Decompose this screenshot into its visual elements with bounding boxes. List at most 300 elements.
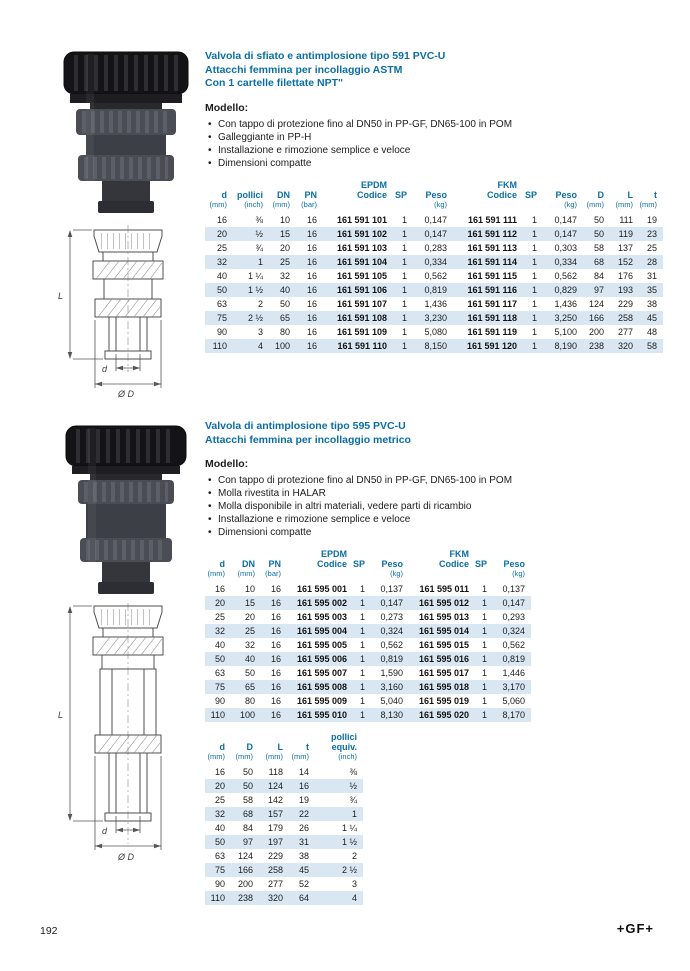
table-cell: 52: [298, 879, 309, 889]
table-cell: 1: [481, 612, 487, 622]
table-row: [205, 311, 663, 325]
feature-item: • Dimensioni compatte: [205, 526, 663, 539]
table-cell: 45: [639, 311, 663, 325]
table-cell: 1: [475, 596, 493, 610]
page-number: 192: [40, 925, 58, 937]
table-cell: 1: [475, 680, 493, 694]
table-cell: 58: [242, 795, 253, 805]
table-cell: 1: [481, 668, 487, 678]
table-cell: 1: [481, 640, 487, 650]
feature-item: • Installazione e rimozione semplice e veloce: [205, 144, 663, 157]
table-cell: 0,334: [413, 255, 453, 269]
spec-table-595: [205, 549, 531, 722]
table-cell: 137: [617, 242, 633, 253]
column-header: Peso (kg): [555, 189, 577, 209]
table-cell: 84: [242, 823, 253, 833]
column-header: pollici equiv. (inch): [330, 732, 357, 761]
table-cell: 2: [351, 851, 357, 861]
table-row: [205, 213, 663, 227]
table-cell: 58: [639, 339, 663, 353]
table-cell: 26: [298, 823, 309, 833]
table-row: [205, 624, 531, 638]
feature-item: • Installazione e rimozione semplice e veloce: [205, 513, 663, 526]
column-header: t (mm): [291, 742, 309, 761]
section-title-line: Attacchi femmina per incollaggio metrico: [205, 433, 411, 446]
table-cell: 1: [359, 696, 365, 706]
table-cell: 1: [359, 668, 365, 678]
table-cell: 50: [583, 227, 610, 241]
table-cell: 1: [523, 339, 543, 353]
table-cell: 31: [289, 835, 315, 849]
table-cell: 40: [214, 640, 225, 650]
table-cell: 1: [359, 584, 365, 594]
table-cell: 50: [593, 214, 604, 225]
table-cell: 16: [296, 339, 323, 353]
table-cell: 3,170: [493, 680, 531, 694]
table-cell: 35: [639, 283, 663, 297]
table-cell: 161 591 104: [323, 255, 393, 269]
table-cell: 63: [214, 668, 225, 678]
section-title-line: Con 1 cartelle filettate NPT": [205, 77, 344, 89]
table-cell: 32: [205, 255, 233, 269]
table-cell: 97: [231, 835, 259, 849]
table-cell: 161 595 006: [287, 652, 353, 666]
table-cell: 16: [306, 242, 317, 253]
table-cell: 58: [593, 242, 604, 253]
table-cell: 80: [279, 326, 290, 337]
column-header: Peso (kg): [425, 189, 447, 209]
table-cell: 28: [639, 255, 663, 269]
table-cell: 1: [401, 242, 407, 253]
table-cell: 1: [353, 652, 371, 666]
table-cell: 161 595 015: [418, 640, 469, 650]
column-header: D (mm): [586, 189, 604, 209]
feature-item: • Molla disponibile in altri materiali, vedere parti di ricambio: [205, 500, 663, 513]
table-cell: 1: [401, 270, 407, 281]
table-row: [205, 241, 663, 255]
header-row: [205, 549, 531, 582]
table-row: [205, 610, 531, 624]
table-cell: 0,137: [502, 584, 525, 594]
model-label: Modello:: [205, 458, 249, 470]
table-cell: 161 595 012: [409, 596, 475, 610]
dimension-label-L: L: [58, 291, 64, 301]
valve-drawing-595: [46, 600, 196, 872]
table-cell: 1 ½: [315, 835, 363, 849]
table-cell: 75: [205, 680, 231, 694]
table-cell: 1: [531, 270, 537, 281]
table-cell: 0,819: [493, 652, 531, 666]
table-cell: 100: [231, 708, 261, 722]
table-cell: 110: [205, 708, 231, 722]
table-cell: 5,080: [424, 326, 447, 337]
table-row: [205, 863, 363, 877]
table-cell: 1 ¼: [247, 270, 263, 281]
table-cell: 1: [481, 584, 487, 594]
table-cell: 16: [289, 779, 315, 793]
table-cell: 22: [289, 807, 315, 821]
table-cell: 16: [270, 640, 281, 650]
column-header: D (mm): [235, 742, 253, 761]
table-cell: 161 595 008: [287, 680, 353, 694]
table-row: [205, 694, 531, 708]
table-cell: 14: [298, 767, 309, 777]
table-cell: 40: [231, 652, 261, 666]
table-cell: 16: [296, 227, 323, 241]
table-cell: 161 595 018: [409, 680, 475, 694]
table-cell: 38: [646, 298, 657, 309]
table-cell: 0,147: [493, 596, 531, 610]
table-cell: 258: [259, 863, 289, 877]
table-cell: 277: [617, 326, 633, 337]
column-header: SP: [394, 189, 407, 200]
dimension-label-d: d: [102, 826, 108, 836]
column-header: PN (bar): [265, 559, 281, 578]
gf-logo: +GF+: [616, 921, 654, 936]
table-cell: 50: [242, 767, 253, 777]
table-cell: 5,060: [502, 696, 525, 706]
table-cell: 50: [205, 283, 233, 297]
table-cell: 124: [237, 851, 253, 861]
table-cell: 0,324: [493, 624, 531, 638]
table-cell: 8,130: [371, 708, 409, 722]
table-cell: 3: [257, 326, 263, 337]
table-cell: 161 591 111: [467, 214, 517, 225]
table-cell: 161 595 016: [409, 652, 475, 666]
table-cell: 161 591 102: [323, 227, 393, 241]
table-cell: 20: [205, 227, 233, 241]
table-cell: 161 595 010: [287, 708, 353, 722]
table-cell: 1: [353, 624, 371, 638]
table-cell: 5,100: [554, 326, 577, 337]
table-cell: 119: [610, 227, 639, 241]
table-cell: 152: [610, 255, 639, 269]
table-cell: 50: [244, 668, 255, 678]
table-cell: 25: [646, 242, 657, 253]
table-cell: 0,562: [554, 270, 577, 281]
table-cell: 23: [639, 227, 663, 241]
table-cell: 1: [359, 640, 365, 650]
table-cell: 0,137: [380, 584, 403, 594]
table-cell: 15: [231, 596, 261, 610]
table-cell: 1: [393, 339, 413, 353]
table-cell: 16: [216, 214, 227, 225]
table-cell: 161 595 014: [409, 624, 475, 638]
table-cell: 1: [481, 696, 487, 706]
table-cell: 1: [393, 227, 413, 241]
column-header: EPDM Codice: [356, 179, 387, 200]
table-cell: 16: [214, 767, 225, 777]
feature-item: • Dimensioni compatte: [205, 157, 663, 170]
table-cell: 16: [261, 596, 287, 610]
table-cell: 1: [475, 652, 493, 666]
column-header: SP: [524, 189, 537, 200]
table-cell: 65: [269, 311, 296, 325]
table-cell: 161 591 115: [467, 270, 517, 281]
table-cell: 179: [267, 823, 283, 833]
table-row: [205, 821, 363, 835]
table-cell: 20: [205, 779, 231, 793]
table-cell: 0,334: [543, 255, 583, 269]
table-cell: 1: [393, 255, 413, 269]
table-cell: 16: [261, 708, 287, 722]
dimension-label-D: Ø D: [118, 852, 135, 862]
feature-list-591: [205, 118, 663, 170]
table-cell: 10: [279, 214, 290, 225]
table-cell: 16: [306, 270, 317, 281]
table-cell: 111: [619, 214, 633, 225]
table-cell: 229: [267, 851, 283, 861]
table-cell: 19: [298, 795, 309, 805]
table-cell: 0,147: [371, 596, 409, 610]
column-header: FKM Codice: [486, 179, 517, 200]
table-cell: 197: [259, 835, 289, 849]
table-cell: 200: [588, 326, 604, 337]
column-header: d (mm): [209, 189, 227, 209]
table-cell: 161 595 011: [419, 584, 469, 594]
table-cell: 1: [401, 298, 407, 309]
table-cell: 16: [306, 326, 317, 337]
table-cell: 1: [401, 326, 407, 337]
table-cell: 0,562: [380, 640, 403, 650]
table-cell: 0,147: [554, 214, 577, 225]
table-cell: 1: [353, 708, 371, 722]
table-cell: 161 595 019: [418, 696, 469, 706]
table-cell: 0,303: [554, 242, 577, 253]
table-row: [205, 849, 363, 863]
feature-item: • Con tappo di protezione fino al DN50 in PP-GF, DN65-100 in POM: [205, 474, 663, 487]
table-cell: 238: [583, 339, 610, 353]
table-cell: 0,147: [543, 227, 583, 241]
table-cell: 68: [231, 807, 259, 821]
table-cell: 64: [289, 891, 315, 905]
table-cell: 0,819: [371, 652, 409, 666]
table-cell: 161 595 004: [287, 624, 353, 638]
table-cell: 38: [298, 851, 309, 861]
table-cell: 32: [244, 640, 255, 650]
table-cell: 229: [617, 298, 633, 309]
feature-list-595: [205, 474, 663, 539]
table-cell: 75: [205, 863, 231, 877]
table-cell: 16: [261, 624, 287, 638]
table-cell: ¾: [255, 242, 263, 253]
table-cell: 63: [214, 851, 225, 861]
table-cell: 16: [296, 311, 323, 325]
dimension-table-595: [205, 732, 363, 905]
table-cell: 1: [531, 242, 537, 253]
table-cell: 40: [216, 270, 227, 281]
table-cell: 0,283: [424, 242, 447, 253]
table-cell: 45: [289, 863, 315, 877]
table-cell: 50: [205, 835, 231, 849]
table-cell: 16: [296, 283, 323, 297]
table-cell: 16: [270, 584, 281, 594]
table-row: [205, 891, 363, 905]
table-cell: 0,829: [543, 283, 583, 297]
table-cell: 161 591 118: [453, 311, 523, 325]
valve-photo-591: [56, 50, 196, 218]
table-cell: 16: [261, 680, 287, 694]
table-cell: 20: [279, 242, 290, 253]
table-cell: 4: [315, 891, 363, 905]
table-cell: 32: [279, 270, 290, 281]
table-cell: 258: [610, 311, 639, 325]
table-cell: 0,293: [502, 612, 525, 622]
table-cell: 118: [268, 767, 283, 777]
table-cell: 161 595 007: [296, 668, 347, 678]
table-row: [205, 339, 663, 353]
model-label: Modello:: [205, 101, 249, 114]
table-cell: 1: [531, 326, 537, 337]
table-cell: 1: [523, 283, 543, 297]
table-cell: 161 591 114: [453, 255, 523, 269]
table-cell: 68: [583, 255, 610, 269]
table-cell: 3,160: [371, 680, 409, 694]
section-title-595: [205, 420, 663, 447]
table-cell: 166: [583, 311, 610, 325]
column-header: d (mm): [207, 742, 225, 761]
table-cell: 161 591 103: [336, 242, 387, 253]
table-cell: 40: [269, 283, 296, 297]
table-cell: 25: [214, 612, 225, 622]
table-cell: 31: [646, 270, 657, 281]
column-header: DN (mm): [237, 559, 255, 578]
table-cell: 25: [269, 255, 296, 269]
table-cell: 1 ½: [233, 283, 269, 297]
table-cell: 161 595 001: [296, 584, 347, 594]
section-title-591: [205, 50, 663, 91]
table-cell: 1,436: [424, 298, 447, 309]
table-cell: 90: [216, 326, 227, 337]
table-cell: 1: [315, 807, 363, 821]
table-cell: 1,436: [554, 298, 577, 309]
table-cell: 1: [393, 311, 413, 325]
feature-item: • Galleggiante in PP-H: [205, 131, 663, 144]
table-cell: 110: [205, 339, 233, 353]
table-cell: 2 ½: [233, 311, 269, 325]
valve-photo-595: [58, 424, 194, 598]
table-cell: 161 591 113: [467, 242, 517, 253]
table-cell: 157: [259, 807, 289, 821]
table-cell: ⅜: [255, 214, 263, 225]
table-row: [205, 680, 531, 694]
column-header: L (mm): [615, 189, 633, 209]
table-cell: 25: [216, 242, 227, 253]
table-cell: 176: [617, 270, 633, 281]
table-cell: 166: [231, 863, 259, 877]
table-row: [205, 666, 531, 680]
table-cell: 161 595 009: [296, 696, 347, 706]
table-row: [205, 638, 531, 652]
table-cell: 2 ½: [315, 863, 363, 877]
table-cell: 161 595 013: [418, 612, 469, 622]
table-cell: ½: [233, 227, 269, 241]
table-cell: 161 591 116: [453, 283, 523, 297]
table-cell: 1: [523, 311, 543, 325]
table-cell: 1: [359, 612, 365, 622]
table-cell: 50: [231, 779, 259, 793]
feature-item: • Molla rivestita in HALAR: [205, 487, 663, 500]
table-row: [205, 779, 363, 793]
table-cell: 3,250: [543, 311, 583, 325]
table-cell: 193: [610, 283, 639, 297]
table-cell: 16: [306, 298, 317, 309]
column-header: EPDM Codice: [316, 549, 347, 569]
table-cell: 65: [231, 680, 261, 694]
table-cell: 16: [261, 652, 287, 666]
section-591: [205, 50, 663, 353]
table-cell: ⅜: [349, 767, 357, 777]
valve-drawing-591: [46, 222, 196, 400]
table-cell: 3: [351, 879, 357, 889]
table-cell: 1: [393, 283, 413, 297]
table-cell: 16: [306, 214, 317, 225]
table-cell: 2: [257, 298, 263, 309]
column-header: Peso (kg): [503, 559, 525, 578]
feature-item: • Con tappo di protezione fino al DN50 in PP-GF, DN65-100 in POM: [205, 118, 663, 131]
table-cell: ¾: [349, 795, 357, 805]
table-cell: 20: [244, 612, 255, 622]
table-cell: 16: [270, 696, 281, 706]
dimension-label-L: L: [58, 710, 64, 720]
dimension-label-D: Ø D: [118, 389, 135, 399]
table-row: [205, 765, 363, 779]
table-row: [205, 582, 531, 596]
table-cell: 1: [353, 596, 371, 610]
table-cell: 0,324: [371, 624, 409, 638]
table-cell: 100: [269, 339, 296, 353]
table-cell: 1: [523, 255, 543, 269]
table-cell: 124: [259, 779, 289, 793]
section-595: [205, 420, 663, 905]
table-cell: 238: [231, 891, 259, 905]
table-cell: 277: [267, 879, 283, 889]
table-cell: 84: [593, 270, 604, 281]
column-header: FKM Codice: [438, 549, 469, 569]
table-cell: 50: [279, 298, 290, 309]
section-title-line: Valvola di antimplosione tipo 595 PVC-U: [205, 420, 406, 432]
table-cell: 3,230: [413, 311, 453, 325]
table-cell: 1: [531, 214, 537, 225]
table-row: [205, 877, 363, 891]
table-cell: 161 591 107: [336, 298, 387, 309]
header-row: [205, 180, 663, 213]
spec-table-591: [205, 180, 663, 353]
table-cell: 15: [269, 227, 296, 241]
table-cell: 19: [646, 214, 657, 225]
table-cell: 124: [588, 298, 604, 309]
column-header: L (mm): [265, 742, 283, 761]
table-cell: 161 595 020: [409, 708, 475, 722]
table-cell: 0,147: [424, 214, 447, 225]
table-cell: 161 595 017: [418, 668, 469, 678]
dimension-label-d: d: [102, 364, 108, 374]
table-row: [205, 255, 663, 269]
table-cell: 80: [244, 696, 255, 706]
section-title-line: Valvola di sfiato e antimplosione tipo 591 PVC-U: [205, 50, 446, 62]
table-cell: 161 591 108: [323, 311, 393, 325]
table-cell: 25: [214, 795, 225, 805]
table-cell: 40: [214, 823, 225, 833]
table-cell: 16: [214, 584, 225, 594]
table-cell: 97: [583, 283, 610, 297]
table-cell: 0,273: [380, 612, 403, 622]
table-cell: 32: [205, 624, 231, 638]
table-row: [205, 283, 663, 297]
table-cell: 16: [296, 255, 323, 269]
table-cell: 25: [231, 624, 261, 638]
table-cell: 20: [205, 596, 231, 610]
